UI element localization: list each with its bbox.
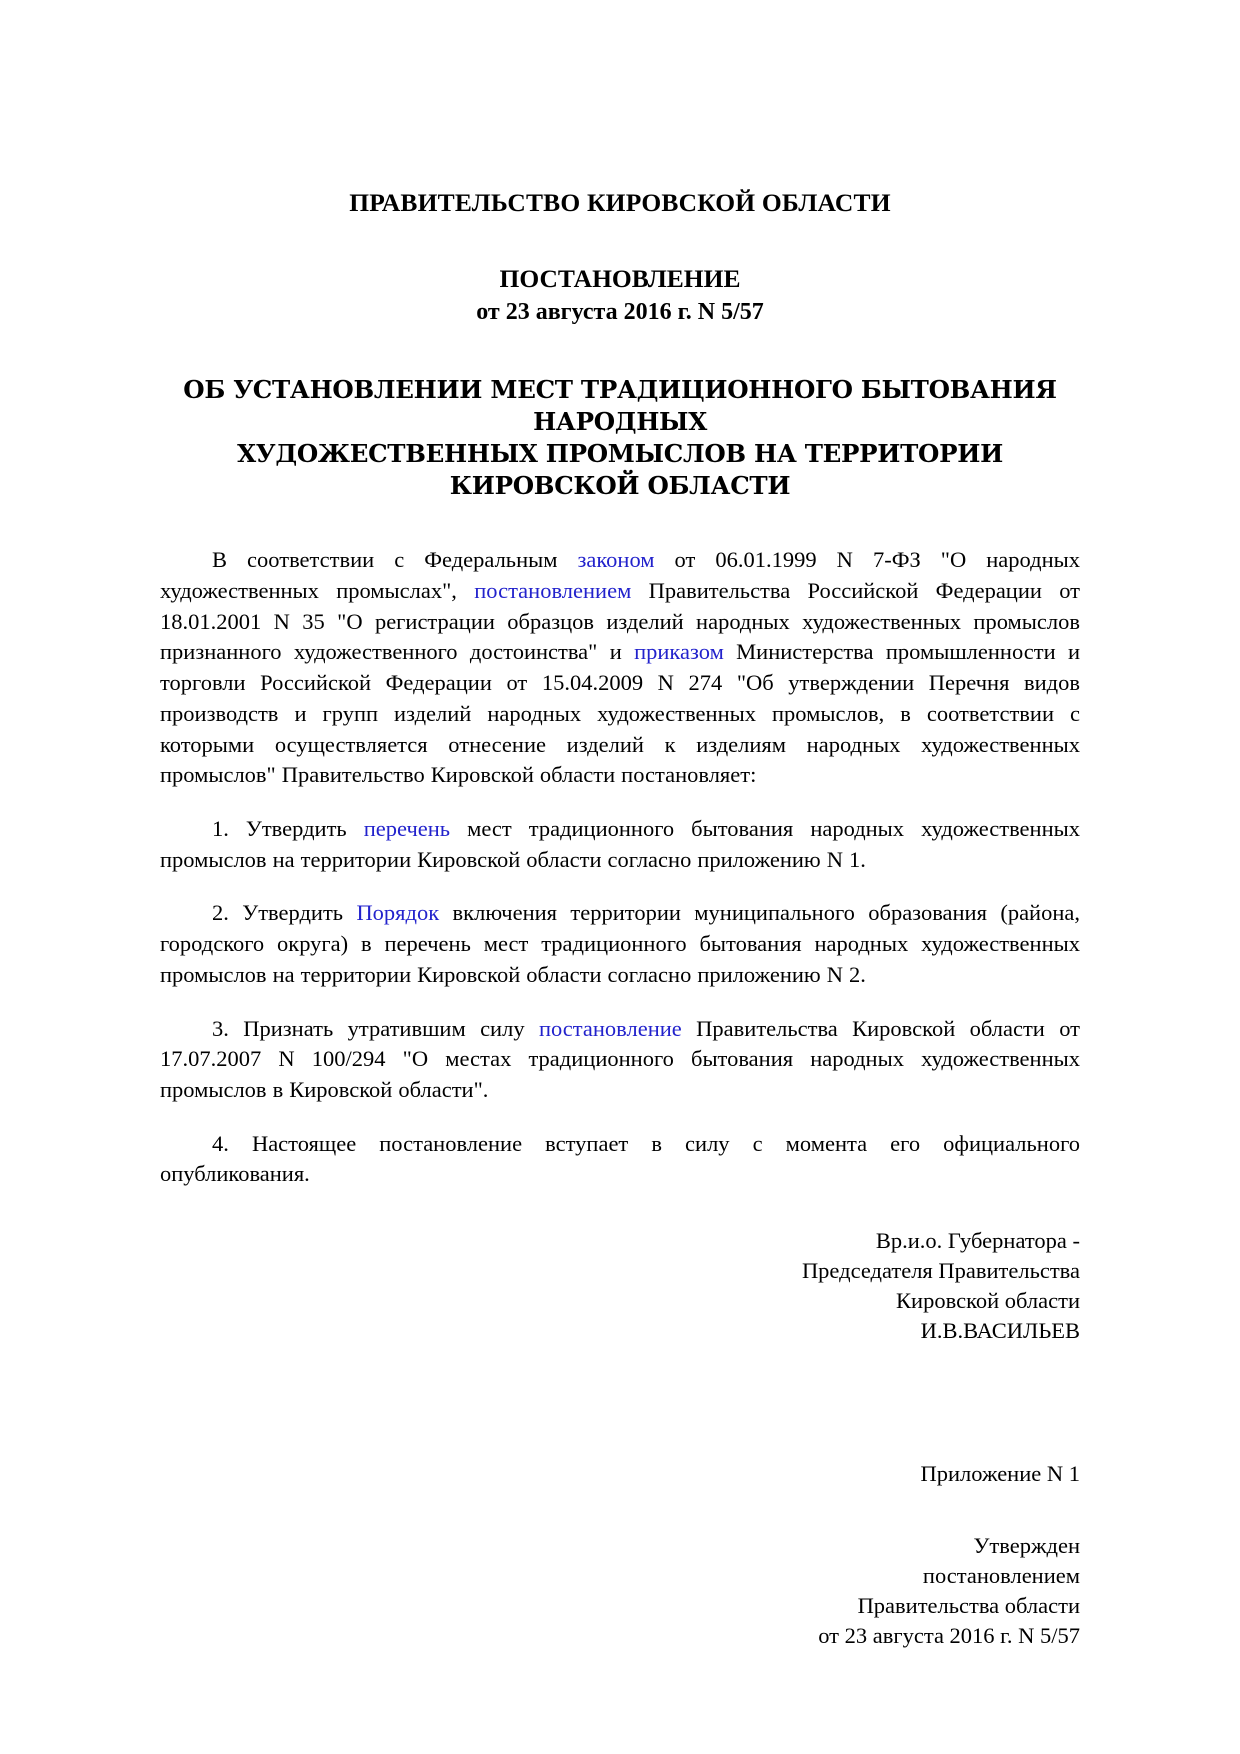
clause-4-text-1: 4. Настоящее постановление вступает в силу с момента его официального опубликования. [160, 1130, 1080, 1187]
preamble-text-2: от 06.01.1999 N 7-ФЗ "О народных художественных промыслах", [160, 547, 1080, 604]
link-ministry-order[interactable]: приказом [634, 639, 724, 665]
link-poryadok[interactable]: Порядок [356, 900, 440, 926]
link-perechen[interactable]: перечень [363, 815, 451, 841]
signature-position-line-3: Кировской области [896, 1288, 1080, 1314]
document-kind-heading: ПОСТАНОВЛЕНИЕ [499, 263, 741, 293]
signature-position-line-2: Председателя Правительства [801, 1258, 1080, 1284]
appendix-date: от 23 августа 2016 г. N 5/57 [818, 1623, 1080, 1649]
preamble-text-1: В соответствии с Федеральным [212, 547, 578, 573]
appendix-number: Приложение N 1 [920, 1460, 1080, 1486]
document-content [160, 0, 1080, 1651]
clause-3-text-1: 3. Признать утратившим силу [212, 1015, 539, 1041]
clause-3-text-2: Правительства Кировской области от 17.07.2007 N 100/294 "О местах традиционного бытования народных художественных промыслов в Кировской области". [160, 1015, 1080, 1102]
appendix-approval-block [160, 1531, 1080, 1652]
subject-line-2: НАРОДНЫХ [533, 406, 707, 436]
clause-1 [160, 814, 1080, 875]
organization-title: ПРАВИТЕЛЬСТВО КИРОВСКОЙ ОБЛАСТИ [349, 188, 891, 217]
clause-2-text-2: включения территории муниципального образования (района, городского округа) в перечень мест традиционного бытования народных художественных промыслов на территории Кировской области согласно приложению N 2. [160, 900, 1080, 987]
document-date-number: от 23 августа 2016 г. N 5/57 [476, 299, 764, 326]
link-repealed-decree[interactable]: постановление [538, 1015, 682, 1041]
signature-block [160, 1226, 1080, 1347]
appendix-authority: Правительства области [857, 1593, 1080, 1618]
signature-position-line-1: Вр.и.о. Губернатора - [875, 1228, 1080, 1254]
clause-2 [160, 898, 1080, 990]
document-subject-heading [160, 374, 1080, 501]
link-government-decree[interactable]: постановлением [474, 578, 632, 604]
document-body [160, 545, 1080, 1190]
subject-line-1: ОБ УСТАНОВЛЕНИИ МЕСТ ТРАДИЦИОННОГО БЫТОВАНИЯ [183, 374, 1057, 404]
clause-1-text-2: мест традиционного бытования народных художественных промыслов на территории Кировской области согласно приложению N 1. [160, 815, 1080, 872]
preamble-paragraph [160, 545, 1080, 791]
appendix-approved-label: Утвержден [973, 1532, 1080, 1558]
preamble-text-3: Правительства Российской Федерации от 18.01.2001 N 35 "О регистрации образцов изделий народных художественных промыслов признанного художественного достоинства" и [160, 578, 1081, 665]
signature-name: И.В.ВАСИЛЬЕВ [920, 1318, 1080, 1344]
preamble-text-4: Министерства промышленности и торговли Российской Федерации от 15.04.2009 N 274 "Об утверждении Перечня видов производств и групп изделий народных художественных промыслов, в соответствии с которыми осуществляется отнесение изделий к изделиям народных художественных промыслов" Правительство Кировской области постановляет: [160, 639, 1081, 788]
appendix-approved-by: постановлением [922, 1562, 1080, 1588]
subject-line-3: ХУДОЖЕСТВЕННЫХ ПРОМЫСЛОВ НА ТЕРРИТОРИИ [237, 438, 1003, 468]
subject-line-4: КИРОВСКОЙ ОБЛАСТИ [449, 470, 791, 500]
clause-1-text-1: 1. Утвердить [212, 815, 364, 841]
clause-3 [160, 1014, 1080, 1106]
link-federal-law[interactable]: законом [577, 547, 655, 573]
clause-4 [160, 1129, 1080, 1190]
clause-2-text-1: 2. Утвердить [212, 900, 357, 926]
